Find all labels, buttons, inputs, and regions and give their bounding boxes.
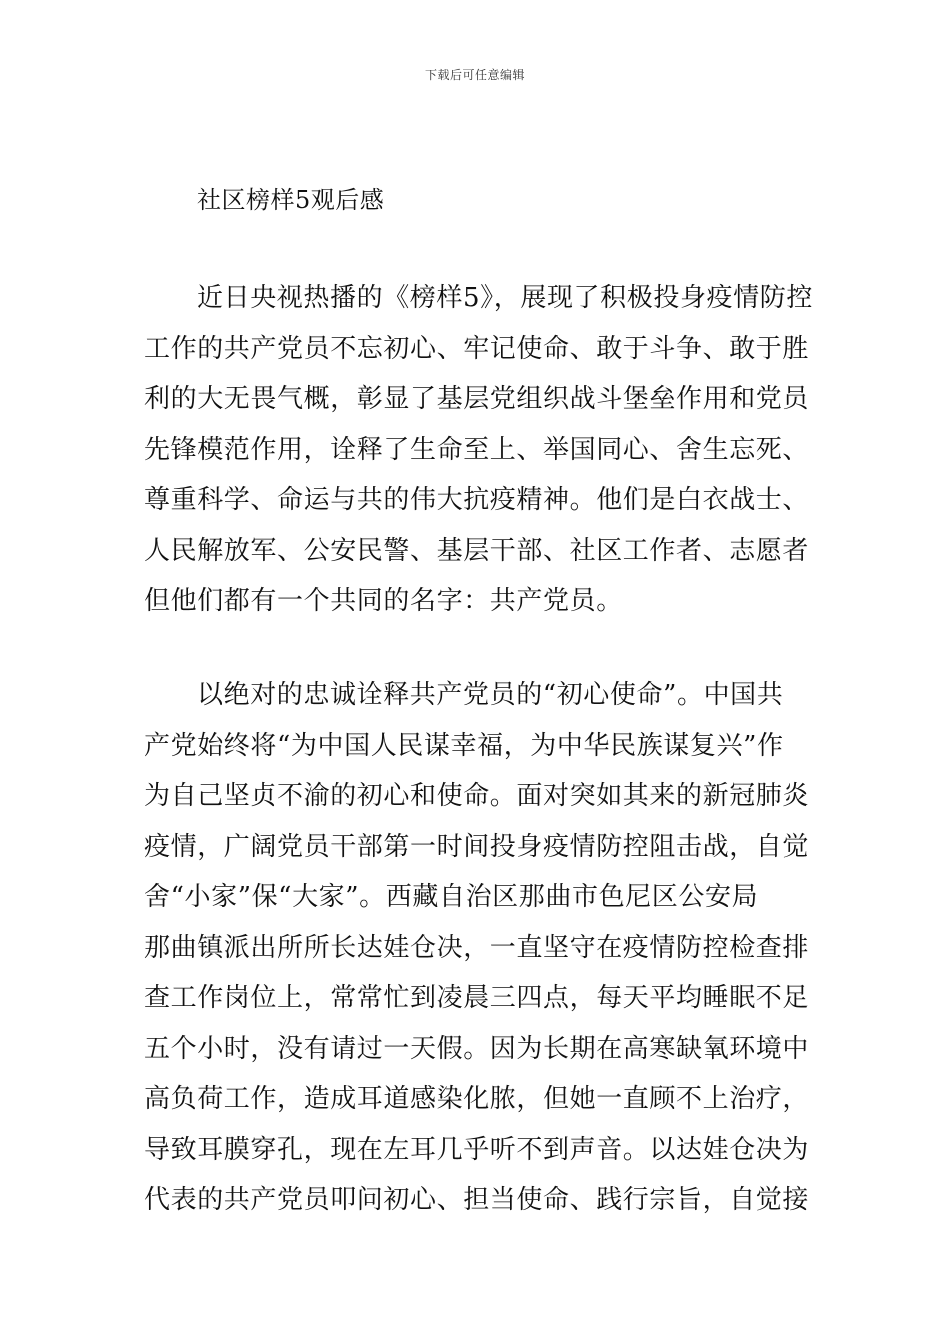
paragraph-line: 以绝对的忠诚诠释共产党员的“初心使命”。中国共 (197, 680, 784, 710)
paragraph-line: 高负荷工作，造成耳道感染化脓，但她一直顾不上治疗， (144, 1084, 810, 1114)
paragraph-line: 代表的共产党员叩问初心、担当使命、践行宗旨，自觉接 (144, 1185, 810, 1215)
paragraph-line: 查工作岗位上，常常忙到凌晨三四点，每天平均睡眠不足 (144, 983, 810, 1013)
paragraph-line: 利的大无畏气概，彰显了基层党组织战斗堡垒作用和党员 (144, 384, 810, 414)
paragraph-line: 先锋模范作用，诠释了生命至上、举国同心、舍生忘死、 (144, 435, 810, 465)
paragraph-line: 但他们都有一个共同的名字：共产党员。 (144, 586, 623, 616)
paragraph-line: 为自己坚贞不渝的初心和使命。面对突如其来的新冠肺炎 (144, 781, 810, 811)
paragraph-line: 近日央视热播的《榜样5》，展现了积极投身疫情防控 (197, 283, 813, 313)
paragraph-line: 产党始终将“为中国人民谋幸福，为中华民族谋复兴”作 (144, 731, 784, 761)
paragraph-line: 五个小时，没有请过一天假。因为长期在高寒缺氧环境中 (144, 1034, 810, 1064)
paragraph-line: 尊重科学、命运与共的伟大抗疫精神。他们是白衣战士、 (144, 485, 810, 515)
paragraph-line: 舍“小家”保“大家”。西藏自治区那曲市色尼区公安局 (144, 882, 759, 912)
paragraph-line: 人民解放军、公安民警、基层干部、社区工作者、志愿者 (144, 536, 810, 566)
paragraph-line: 工作的共产党员不忘初心、牢记使命、敢于斗争、敢于胜 (144, 334, 810, 364)
paragraph-line: 疫情，广阔党员干部第一时间投身疫情防控阻击战，自觉 (144, 832, 810, 862)
document-title: 社区榜样5观后感 (197, 186, 385, 214)
header-note: 下载后可任意编辑 (424, 68, 525, 82)
paragraph-line: 那曲镇派出所所长达娃仓决，一直坚守在疫情防控检查排 (144, 933, 810, 963)
paragraph-line: 导致耳膜穿孔，现在左耳几乎听不到声音。以达娃仓决为 (144, 1135, 810, 1165)
